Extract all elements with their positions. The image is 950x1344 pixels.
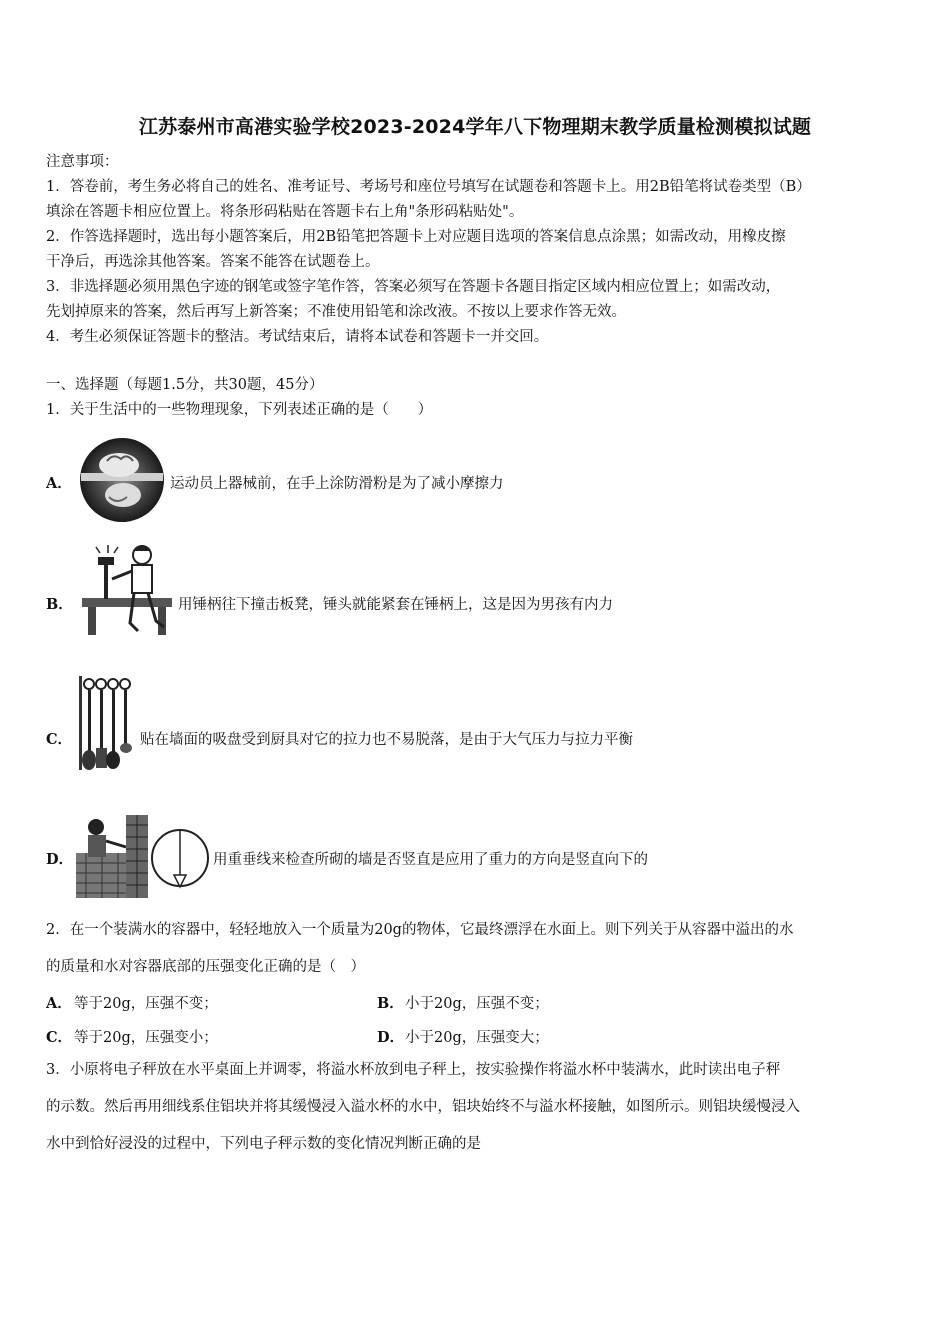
q2-option-b-text: 小于20g，压强不变；	[405, 996, 549, 1012]
q2-option-a-label: A．	[46, 995, 72, 1012]
q1-option-a-text: 运动员上器械前，在手上涂防滑粉是为了减小摩擦力	[170, 476, 504, 492]
q2-option-c-label: C．	[46, 1029, 73, 1046]
note-line: 4．考生必须保证答题卡的整洁。考试结束后，请将本试卷和答题卡一并交回。	[46, 329, 549, 345]
question-3-stem: 3．小原将电子秤放在水平桌面上并调零，将溢水杯放到电子秤上，按实验操作将溢水杯中装满水，此时读出电子秤	[46, 1062, 781, 1078]
note-line: 先划掉原来的答案，然后再写上新答案；不准使用铅笔和涂改液。不按以上要求作答无效。	[46, 304, 626, 320]
question-3-stem: 水中到恰好浸没的过程中，下列电子秤示数的变化情况判断正确的是	[46, 1136, 481, 1152]
q2-option-b-label: B．	[377, 995, 404, 1012]
chalk-hands-image	[79, 437, 165, 523]
q1-option-c-text: 贴在墙面的吸盘受到厨具对它的拉力也不易脱落，是由于大气压力与拉力平衡	[140, 732, 633, 748]
page-title: 江苏泰州市高港实验学校2023-2024学年八下物理期末教学质量检测模拟试题	[138, 116, 812, 138]
section-heading: 一、选择题（每题1.5分，共30题，45分）	[46, 377, 324, 393]
q1-option-d-label: D．	[46, 851, 74, 868]
boy-hammer-bench-image	[74, 543, 174, 638]
note-line: 2．作答选择题时，选出每小题答案后，用2B铅笔把答题卡上对应题目选项的答案信息点涂黑；如需改动，用橡皮擦	[46, 229, 786, 245]
question-1-stem: 1．关于生活中的一些物理现象，下列表述正确的是（ ）	[46, 402, 433, 418]
note-line: 填涂在答题卡相应位置上。将条形码粘贴在答题卡右上角"条形码粘贴处"。	[46, 204, 524, 220]
plumb-line-wall-image	[74, 813, 209, 898]
q2-option-a-text: 等于20g，压强不变；	[74, 996, 218, 1012]
q2-option-d-text: 小于20g，压强变大；	[405, 1030, 549, 1046]
question-2-stem: 的质量和水对容器底部的压强变化正确的是（ ）	[46, 959, 365, 975]
question-2-stem: 2．在一个装满水的容器中，轻轻地放入一个质量为20g的物体，它最终漂浮在水面上。则下列关于从容器中溢出的水	[46, 922, 794, 938]
note-line: 3．非选择题必须用黑色字迹的钢笔或签字笔作答，答案必须写在答题卡各题目指定区域内相应位置上；如需改动，	[46, 279, 781, 295]
q2-option-d-label: D．	[377, 1029, 405, 1046]
q1-option-d-text: 用重垂线来检查所砌的墙是否竖直是应用了重力的方向是竖直向下的	[213, 852, 648, 868]
note-line: 1．答卷前，考生务必将自己的姓名、准考证号、考场号和座位号填写在试题卷和答题卡上。用2B铅笔将试卷类型（B）	[46, 179, 811, 195]
q1-option-c-label: C．	[46, 731, 73, 748]
q1-option-b-label: B．	[46, 596, 73, 613]
q1-option-a-label: A．	[46, 475, 72, 492]
note-line: 干净后，再选涂其他答案。答案不能答在试题卷上。	[46, 254, 380, 270]
notes-heading: 注意事项：	[46, 154, 119, 170]
suction-cup-utensils-image	[77, 676, 135, 772]
q2-option-c-text: 等于20g，压强变小；	[74, 1030, 218, 1046]
question-3-stem: 的示数。然后再用细线系住铝块并将其缓慢浸入溢水杯的水中，铝块始终不与溢水杯接触，如图所示。则铝块缓慢浸入	[46, 1099, 800, 1115]
q1-option-b-text: 用锤柄往下撞击板凳，锤头就能紧套在锤柄上，这是因为男孩有内力	[178, 597, 613, 613]
